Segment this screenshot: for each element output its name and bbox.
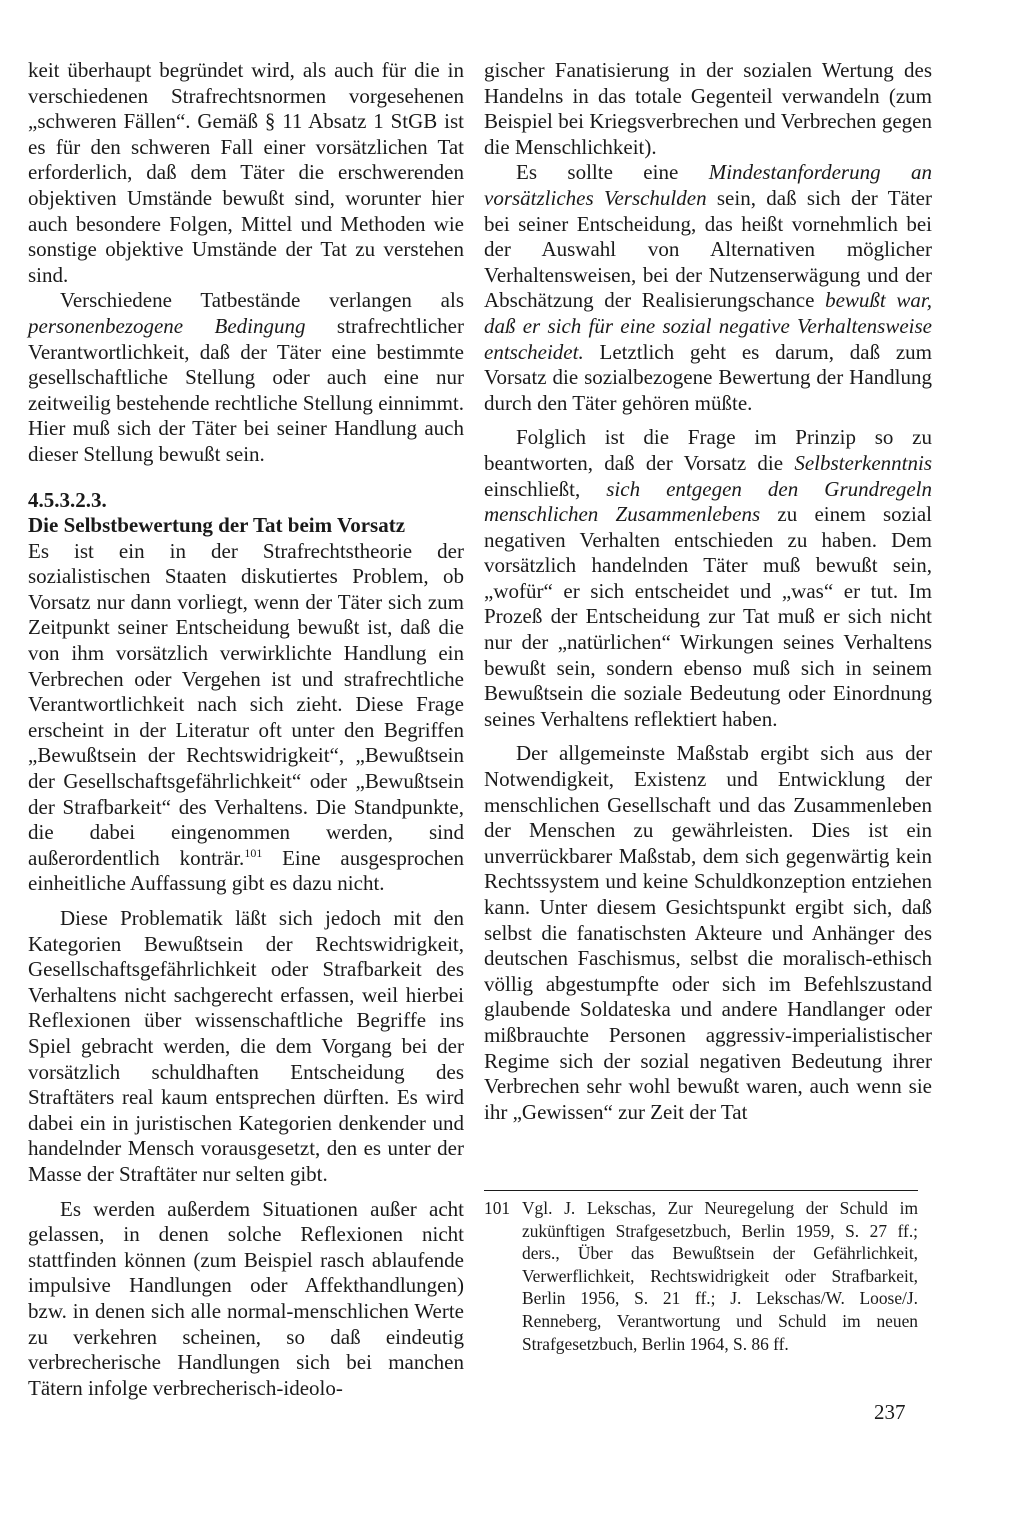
emphasis-text: sich entgegen den Grundregeln menschlichen Zusammenlebens <box>484 476 932 527</box>
footnotes <box>484 1190 918 1355</box>
section-number: 4.5.3.2.3. <box>28 487 107 512</box>
emphasis-text: personenbezogene Bedingung <box>28 313 306 338</box>
emphasis-text: Selbsterkenntnis <box>794 450 932 475</box>
left-column <box>28 58 464 1401</box>
paragraph-situationen: Es werden außerdem Situationen außer acht gelassen, in denen solche Reflexionen nicht stattfinden können (zum Beispiel rasch ablaufende impulsive Handlungen oder Affekthandlungen) bzw. in denen sich alle normal-menschlichen Werte zu verkehren scheinen, so daß eindeutig verbrecherische Handlungen sich bei manchen Tätern infolge verbrecherisch-ideolo- <box>28 1196 464 1400</box>
paragraph-selbsterkenntnis: Folglich ist die Frage im Prinzip so zu beantworten, daß der Vorsatz die Selbsterkenntnis einschließt, sich entgegen den Grundregeln menschlichen Zusammenlebens zu einem sozial negativen Verhalten entschieden zu haben. Dem vorsätzlich handelnden Täter muß bewußt sein, „wofür“ er sich entscheidet und „was“ er tut. Im Prozeß der Entscheidung zur Tat muß er sich nicht nur der „natürlichen“ Wirkungen seines Verhaltens bewußt sein, sondern ebenso muß sich in seinem Bewußtsein die soziale Bedeutung oder Einordnung seines Verhaltens reflektiert haben. <box>484 425 932 731</box>
footnote-number: 101 <box>484 1198 511 1218</box>
paragraph-massstab: Der allgemeinste Maßstab ergibt sich aus der Notwendigkeit, Existenz und Entwicklung der menschlichen Gesellschaft und das Zusammenleben der Menschen zu gewährleisten. Dies ist ein unverrückbarer Maßstab, dem sich gegenwärtig kein Rechtssystem und keine Schuldkonzeption entziehen kann. Unter diesem Gesichtspunkt ergibt sich, daß selbst die fanatischsten Akteure und Anhänger des deutschen Faschismus, selbst die moralisch-ethisch völlig abgestumpfte oder sich im Befehlszustand glaubende Soldateska und andere Handlanger oder mißbrauchte Personen aggressiv-imperialistischer Regime sich der sozial negativen Bedeutung ihrer Verbrechen sehr wohl bewußt waren, auch wenn sie ihr „Gewissen“ zur Zeit der Tat <box>484 741 932 1124</box>
emphasis-text: bewußt war, daß er sich für eine sozial negative Verhaltensweise entscheidet. <box>484 288 932 364</box>
paragraph-continuation: gischer Fanatisierung in der sozialen Wertung des Handelns in das totale Gegenteil verwandeln (zum Beispiel bei Kriegsverbrechen und Verbrechen gegen die Menschlichkeit). <box>484 58 932 159</box>
footnote-reference: 101 <box>244 845 263 860</box>
right-column <box>484 58 932 1125</box>
footnote-101 <box>484 1197 918 1355</box>
emphasis-text: Mindestanforderung an vorsätzliches Verschulden <box>484 160 932 210</box>
paragraph-personenbezogene-bedingung: Verschiedene Tatbestände verlangen als personenbezogene Bedingung strafrechtlicher Verantwortlichkeit, daß der Täter eine bestimmte gesellschaftliche Stellung oder auch eine nur zeitweilig bestehende rechtliche Stellung einnimmt. Hier muß sich der Täter bei seiner Handlung auch dieser Stellung bewußt sein. <box>28 288 465 466</box>
page-number: 237 <box>874 1400 906 1424</box>
footnote-text: Vgl. J. Lekschas, Zur Neuregelung der Schuld im zukünftigen Strafgesetzbuch, Berlin 1959, S. 27 ff.; ders., Über das Bewußtsein der Gefährlichkeit, Verwerflichkeit, Rechtswidrigkeit oder Strafbarkeit, Berlin 1956, S. 21 ff.; J. Lekschas/W. Loose/J. Renneberg, Verantwortung und Schuld im neuen Strafgesetzbuch, Berlin 1964, S. 86 ff. <box>522 1198 918 1354</box>
paragraph-continuation: keit überhaupt begründet wird, als auch für die in verschiedenen Strafrechtsnormen vorgesehenen „schweren Fällen“. Gemäß § 11 Absatz 1 StGB ist es für den schweren Fall einer vorsätzlichen Tat erforderlich, daß dem Täter die erschwerenden objektiven Umstände bewußt sind, worunter hier auch besondere Folgen, Mittel und Methoden wie sonstige objektive Umstände der Tat zu verstehen sind. <box>28 58 464 287</box>
section-title: Die Selbstbewertung der Tat beim Vorsatz <box>28 513 406 538</box>
section-heading <box>28 488 464 539</box>
paragraph-problematik: Diese Problematik läßt sich jedoch mit den Kategorien Bewußtsein der Rechtswidrigkeit, Gesellschaftsgefährlichkeit oder Strafbarkeit des Verhaltens nicht sachgerecht erfassen, weil hierbei Reflexionen über wissenschaftliche Begriffe ins Spiel gebracht werden, die dem Vorgang bei der vorsätzlich schuldhaften Entscheidung des Straftäters real kaum entsprechen dürften. Es wird dabei ein in juristischen Kategorien denkender und handelnder Mensch vorausgesetzt, den es unter der Masse der Straftäter nur selten gibt. <box>28 906 464 1186</box>
paragraph-problem: Es ist ein in der Strafrechtstheorie der sozialistischen Staaten diskutiertes Problem, ob Vorsatz nur dann vorliegt, wenn der Täter sich zum Zeitpunkt seiner Entscheidung bewußt ist, daß die von ihm vorsätzlich verwirklichte Handlung ein Verbrechen oder Vergehen ist und strafrechtliche Verantwortlichkeit nach sich zieht. Diese Frage erscheint in der Literatur oft unter den Begriffen „Bewußtsein der Rechtswidrigkeit“, „Bewußtsein der Gesellschaftsgefährlichkeit“ oder „Bewußtsein der Strafbarkeit“ des Verhaltens. Die Standpunkte, die dabei eingenommen werden, sind außerordentlich konträr.$^{101}$ Eine ausgesprochen einheitliche Auffassung gibt es dazu nicht. <box>28 538 464 896</box>
paragraph-mindestanforderung: Es sollte eine Mindestanforderung an vorsätzliches Verschulden sein, daß sich der Täter bei seiner Entscheidung, das heißt vornehmlich bei der Auswahl von Alternativen möglicher Verhaltensweisen, bei der Nutzenserwägung und der Abschätzung der Realisierungschance bewußt war, daß er sich für eine sozial negative Verhaltensweise entscheidet. Letztlich geht es darum, daß zum Vorsatz die sozialbezogene Bewertung der Handlung durch den Täter gehören müßte. <box>484 160 932 415</box>
